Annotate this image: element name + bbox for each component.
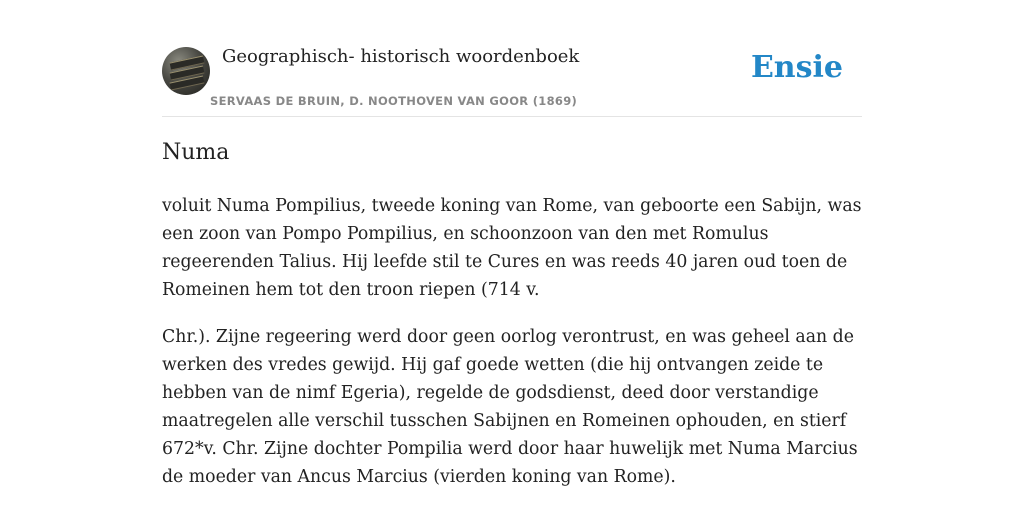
book-header — [162, 0, 862, 117]
book-cover-icon[interactable] — [162, 47, 210, 95]
entry-paragraph: Chr.). Zijne regeering werd door geen oorlog verontrust, en was geheel aan de werken des vredes gewijd. Hij gaf goede wetten (die hij ontvangen zeide te hebben van de nimf Egeria), regelde de godsdienst, deed door verstandige maatregelen alle verschil tusschen Sabijnen en Romeinen ophouden, en stierf 672*v. Chr. Zijne dochter Pompilia werd door haar huwelijk met Numa Marcius de moeder van Ancus Marcius (vierden koning van Rome). — [162, 327, 858, 487]
ensie-logo-link[interactable]: Ensie — [750, 50, 843, 85]
page — [162, 0, 862, 487]
book-title[interactable]: Geographisch- historisch woordenboek — [222, 46, 580, 67]
book-author: SERVAAS DE BRUIN, D. NOOTHOVEN VAN GOOR (1869) — [210, 94, 578, 108]
entry-title: Numa — [162, 140, 230, 165]
entry-paragraph: voluit Numa Pompilius, tweede koning van Rome, van geboorte een Sabijn, was een zoon van Pompo Pompilius, en schoonzoon van den met Romulus regeerenden Talius. Hij leefde stil te Cures en was reeds 40 jaren oud toen de Romeinen hem tot den troon riepen (714 v. — [162, 196, 862, 300]
